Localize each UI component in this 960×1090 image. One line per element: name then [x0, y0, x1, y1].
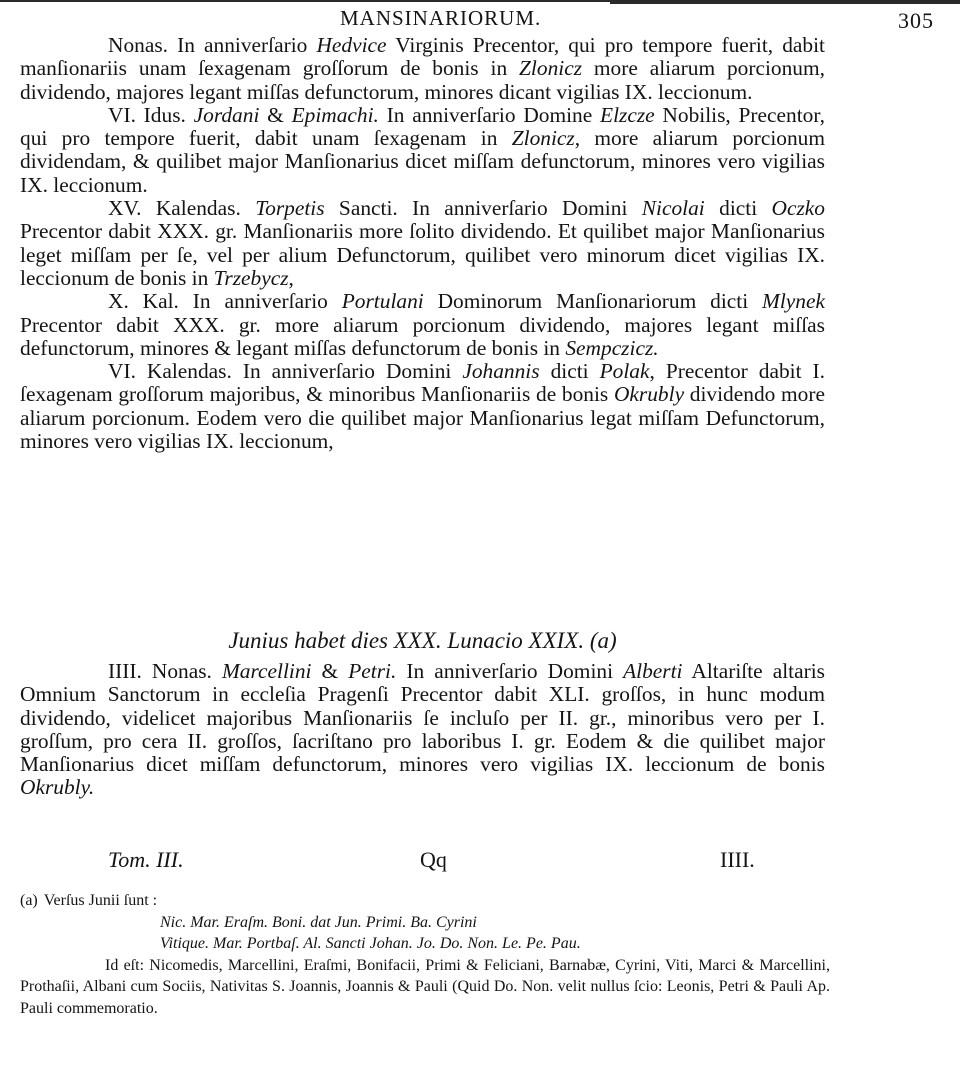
entry-x-kal	[20, 290, 825, 360]
running-head	[0, 4, 960, 34]
entry-italic: Johannis	[462, 359, 540, 384]
month-heading: Junius habet dies XXX. Lunacio XXIX. (a)	[228, 628, 617, 653]
entry-italic: Zlonicz	[519, 56, 583, 81]
entry-text: , more aliarum porcionum dividendam, & quilibet major Manſionarius dicet miſſam defunctorum, minores vero vigilias IX. leccionum.	[20, 126, 825, 197]
entry-text: &	[259, 102, 292, 127]
entry-italic: Torpetis	[255, 196, 325, 221]
entry-text	[186, 103, 194, 127]
entry-text: In anniverſario Domine	[378, 102, 601, 127]
entry-text: In anniverſario	[168, 33, 317, 57]
entry-italic: Epimachi.	[291, 102, 379, 127]
entry-italic: Sempczicz.	[565, 335, 659, 360]
entry-vi-idus	[20, 104, 825, 197]
entry-text: ,	[288, 265, 294, 290]
entry-text: In anniverſario Domini	[231, 359, 463, 384]
footnote-marker: (a)	[20, 892, 38, 909]
entry-italic: Trzebycz	[213, 265, 289, 290]
page-number: 305	[898, 8, 934, 33]
entry-italic: Petri.	[348, 659, 397, 683]
entry-italic: Mlynek	[762, 289, 825, 314]
entry-text: In anniverſario	[178, 289, 342, 314]
volume-mark: Tom. III.	[108, 847, 184, 872]
entry-date: VI. Kalendas.	[108, 359, 232, 384]
entry-date: VI. Idus.	[108, 102, 186, 127]
entry-italic: Zlonicz	[511, 126, 575, 151]
entry-text: dicti	[704, 196, 772, 221]
entry-text: dicti	[539, 359, 600, 384]
footnote-verse-1: Nic. Mar. Eraſm. Boni. dat Jun. Primi. Ba. Cyrini	[160, 913, 477, 931]
entry-italic: Oczko	[771, 196, 825, 221]
entry-date: X. Kal.	[108, 289, 179, 314]
entry-text: Dominorum Manſionariorum dicti	[423, 289, 763, 314]
entry-italic: Elzcze	[600, 102, 655, 127]
footnote-intro-line	[20, 890, 830, 912]
main-text-block	[20, 34, 825, 453]
signature-mark: Qq	[420, 847, 447, 872]
footnote-verse-2: Vitique. Mar. Portbaſ. Al. Sancti Johan. Jo. Do. Non. Le. Pe. Pau.	[160, 935, 581, 952]
entry-italic: Nicolai	[641, 196, 705, 221]
entry-italic: Hedvice	[316, 33, 387, 57]
running-title: MANSINARIORUM.	[340, 6, 542, 30]
entry-text: more aliarum porcionum, dividendo, majores legant miſſas defunctorum, minores dicant vigilias IX. leccionum.	[20, 56, 825, 104]
entry-italic: Polak	[599, 359, 650, 384]
entry-text: Precentor dabit XXX. gr. more aliarum porcionum dividendo, majores legant miſſas defunctorum, minores & legant miſſas defunctorum de bonis in	[20, 312, 825, 360]
entry-text: , Precentor dabit I. ſexagenam groſſorum majoribus, & minoribus Manſionariis de bonis	[20, 359, 825, 407]
entry-date: XV. Kalendas.	[108, 196, 241, 221]
entry-italic: Marcellini	[221, 659, 312, 683]
entry-text: &	[311, 659, 349, 683]
entry-text: Precentor dabit XXX. gr. Manſionariis more ſolito dividendo. Et quilibet major Manſionarius leget miſſam per ſe, vel per alium Defunctorum, quilibet vero minorum dicet vigilias IX. leccionum de bonis in	[20, 219, 825, 290]
june-text-block	[20, 660, 825, 800]
footnote	[20, 890, 830, 1019]
entry-date: IIII. Nonas.	[108, 659, 212, 683]
entry-text	[212, 659, 222, 683]
entry-italic: Okrubly.	[20, 775, 95, 800]
entry-xv-kalendas	[20, 197, 825, 290]
entry-nonas	[20, 34, 825, 104]
page-footer	[108, 847, 768, 875]
entry-italic: Jordani	[193, 102, 260, 127]
entry-text: Virginis Precentor, qui pro tempore fuerit, dabit manſionariis unam ſexagenam groſſorum de bonis in	[20, 33, 826, 81]
footnote-explanation: Id eſt: Nicomedis, Marcellini, Eraſmi, Bonifacii, Primi & Feliciani, Barnabæ, Cyrini, Viti, Marci & Marcellini, Prothaſii, Albani cum Sociis, Nativitas S. Joannis, Joannis & Pauli (Quid Do. Non. velit nullus ſcio: Leonis, Petri & Pauli Ap. Pauli commemoratio.	[20, 956, 830, 1017]
entry-text: dividendo more aliarum porcionum. Eodem vero die quilibet major Manſionarius legat miſſam Defunctorum, minores vero vigilias IX. leccionum,	[20, 382, 825, 454]
catchword: IIII.	[720, 847, 755, 872]
entry-text	[241, 196, 255, 220]
entry-date: Nonas.	[108, 33, 169, 57]
entry-iiii-nonas	[20, 660, 825, 800]
entry-text: Sancti. In anniverſario Domini	[324, 196, 642, 221]
entry-italic: Portulani	[341, 289, 424, 314]
entry-text: Altariſte altaris Omnium Sanctorum in eccleſia Pragenſi Precentor dabit XLI. groſſos, in hunc modum dividendo, videlicet majoribus Manſionariis ſe incluſo per II. gr., minoribus vero per I. groſſum, pro cera II. groſſos, ſacriſtano pro laboribus I. gr. Eodem & die quilibet major Manſionarius dicet miſſam defunctorum, minores vero vigilias IX. leccionum de bonis	[20, 659, 825, 777]
entry-italic: Okrubly	[613, 382, 685, 407]
entry-text: In anniverſario Domini	[396, 659, 624, 683]
entry-vi-kalendas	[20, 360, 825, 453]
entry-text: Nobilis, Precentor, qui pro tempore fuerit, dabit unam ſexagenam in	[20, 102, 825, 151]
footnote-intro: Verſus Junii ſunt :	[43, 892, 158, 909]
entry-italic: Alberti	[623, 659, 683, 683]
